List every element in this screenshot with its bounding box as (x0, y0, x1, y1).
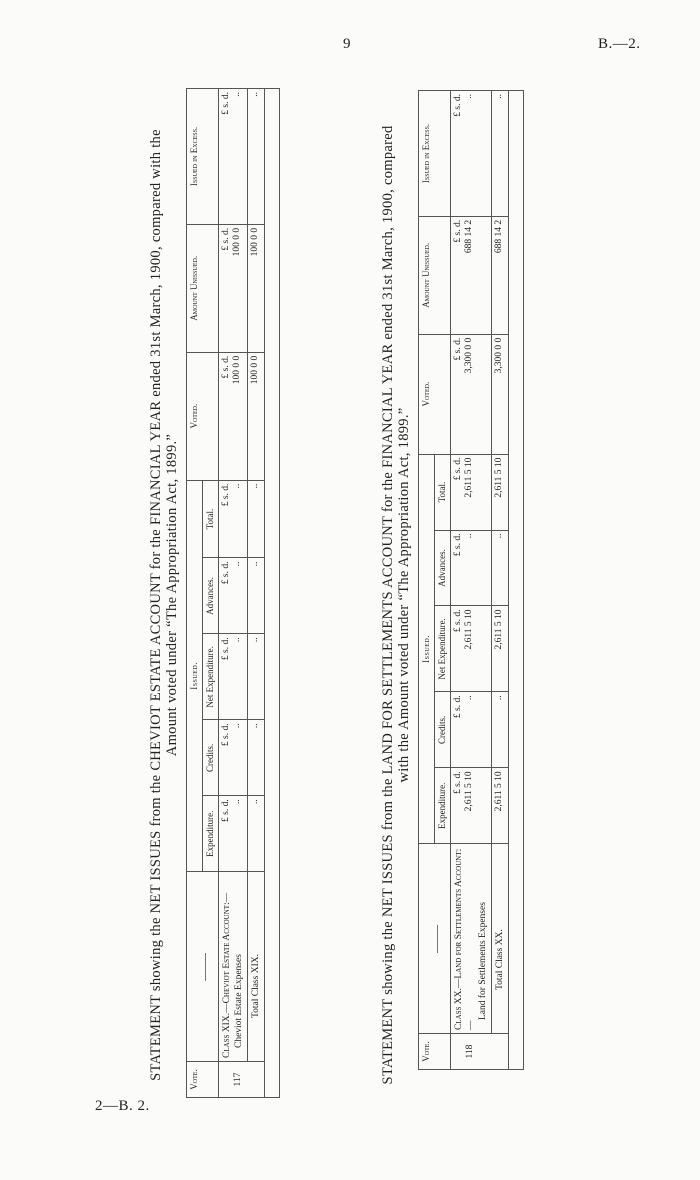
row-description (219, 872, 248, 1062)
cell-voted: 100 0 0 (232, 355, 242, 385)
total-credits: .. (248, 720, 265, 796)
total-total: .. (248, 480, 265, 558)
cheviot-statement (148, 80, 280, 1110)
total-advances: .. (492, 530, 509, 606)
total-issued-in-excess: .. (248, 89, 265, 225)
units-label: £ s. d. (221, 637, 231, 661)
total-expenditure: .. (248, 796, 265, 872)
col-net-expenditure: Net Expenditure. (435, 606, 451, 692)
units-label: £ s. d. (453, 337, 463, 361)
class-title: Class XX.—Land for Settlements Account:— (454, 848, 476, 1031)
col-issued: Issued. (419, 454, 435, 844)
col-advances: Advances. (203, 558, 219, 634)
statement-title: STATEMENT showing the NET ISSUES from the LAND FOR SETTLEMENTS ACCOUNT for the FINANCIAL YEAR ended 31st March, 1900, compared with the Amount voted under “The Appropriation Act, 1899.” (380, 125, 412, 1085)
cell-voted: 3,300 0 0 (464, 337, 474, 374)
col-voted: Voted. (419, 334, 451, 454)
cell-credits: .. (232, 723, 242, 729)
units-label: £ s. d. (221, 799, 231, 822)
col-amount-unissued: Amount Unissued. (187, 224, 219, 352)
total-issued-in-excess: .. (492, 91, 509, 217)
statement-table (186, 88, 280, 1098)
total-voted: 100 0 0 (248, 352, 265, 480)
item-label: Cheviot Estate Expenses (234, 954, 244, 1049)
units-label: £ s. d. (453, 457, 463, 481)
col-description (187, 872, 219, 1062)
col-description (419, 844, 451, 1034)
col-expenditure: Expenditure. (435, 768, 451, 844)
statement-title: STATEMENT showing the NET ISSUES from the CHEVIOT ESTATE ACCOUNT for the FINANCIAL YEAR ended 31st March, 1900, compared with the Amount voted under “The Appropriation Act, 1899.” (148, 129, 180, 1081)
page-number: 9 (343, 36, 351, 52)
units-label: £ s. d. (221, 483, 231, 507)
units-label: £ s. d. (453, 609, 463, 633)
item-label: Land for Settlements Expenses (478, 902, 488, 1021)
table-row (219, 89, 248, 1098)
vote-number: 117 (219, 1062, 265, 1098)
total-total: 2,611 5 10 (492, 454, 509, 530)
total-amount-unissued: 100 0 0 (248, 224, 265, 352)
units-label: £ s. d. (453, 94, 463, 117)
total-advances: .. (248, 558, 265, 634)
cell-issued-in-excess: .. (464, 94, 474, 99)
col-advances: Advances. (435, 530, 451, 606)
col-total: Total. (435, 454, 451, 530)
col-total: Total. (203, 480, 219, 558)
col-credits: Credits. (203, 720, 219, 796)
cell-expenditure: 2,611 5 10 (464, 771, 474, 812)
vote-number: 118 (451, 1034, 509, 1070)
class-title: Class XIX.—Cheviot Estate Account:— (222, 892, 232, 1059)
units-label: £ s. d. (221, 561, 231, 585)
units-label: £ s. d. (221, 355, 231, 379)
units-label: £ s. d. (221, 92, 231, 115)
total-label: Total Class XIX. (251, 954, 261, 1019)
cell-advances: .. (232, 561, 242, 567)
cell-expenditure: .. (232, 799, 242, 805)
units-label: £ s. d. (453, 219, 463, 243)
total-row (248, 89, 265, 1098)
col-amount-unissued: Amount Unissued. (419, 216, 451, 334)
total-row (492, 91, 509, 1070)
total-label: Total Class XX. (495, 929, 505, 991)
cell-advances: .. (464, 533, 474, 539)
table-footer-space (265, 89, 280, 1098)
cell-total: 2,611 5 10 (464, 457, 474, 498)
cell-net-expenditure: 2,611 5 10 (464, 609, 474, 650)
col-expenditure: Expenditure. (203, 796, 219, 872)
cell-issued-in-excess: .. (232, 92, 242, 97)
col-net-expenditure: Net Expenditure. (203, 634, 219, 720)
table-footer-space (509, 91, 524, 1070)
page-reference-top: B.—2. (598, 36, 641, 52)
units-label: £ s. d. (221, 723, 231, 747)
total-amount-unissued: 688 14 2 (492, 216, 509, 334)
total-voted: 3,300 0 0 (492, 334, 509, 454)
col-voted: Voted. (187, 352, 219, 480)
cell-net-expenditure: .. (232, 637, 242, 643)
col-vote: Vote. (419, 1034, 451, 1070)
units-label: £ s. d. (453, 771, 463, 795)
cell-credits: .. (464, 695, 474, 701)
col-issued: Issued. (187, 480, 203, 872)
total-expenditure: 2,611 5 10 (492, 768, 509, 844)
col-vote: Vote. (187, 1062, 219, 1098)
page-reference-bottom: 2—B. 2. (95, 1098, 150, 1114)
units-label: £ s. d. (221, 227, 231, 251)
cell-amount-unissued: 688 14 2 (464, 219, 474, 254)
statement-table (418, 90, 524, 1070)
total-net-expenditure: 2,611 5 10 (492, 606, 509, 692)
col-issued-in-excess: Issued in Excess. (187, 89, 219, 225)
total-net-expenditure: .. (248, 634, 265, 720)
units-label: £ s. d. (453, 533, 463, 557)
units-label: £ s. d. (453, 695, 463, 719)
row-description (451, 844, 492, 1034)
col-credits: Credits. (435, 692, 451, 768)
cell-amount-unissued: 100 0 0 (232, 227, 242, 257)
cell-total: .. (232, 483, 242, 489)
table-row (451, 91, 492, 1070)
col-issued-in-excess: Issued in Excess. (419, 91, 451, 217)
total-credits: .. (492, 692, 509, 768)
land-settlements-statement (380, 80, 524, 1110)
